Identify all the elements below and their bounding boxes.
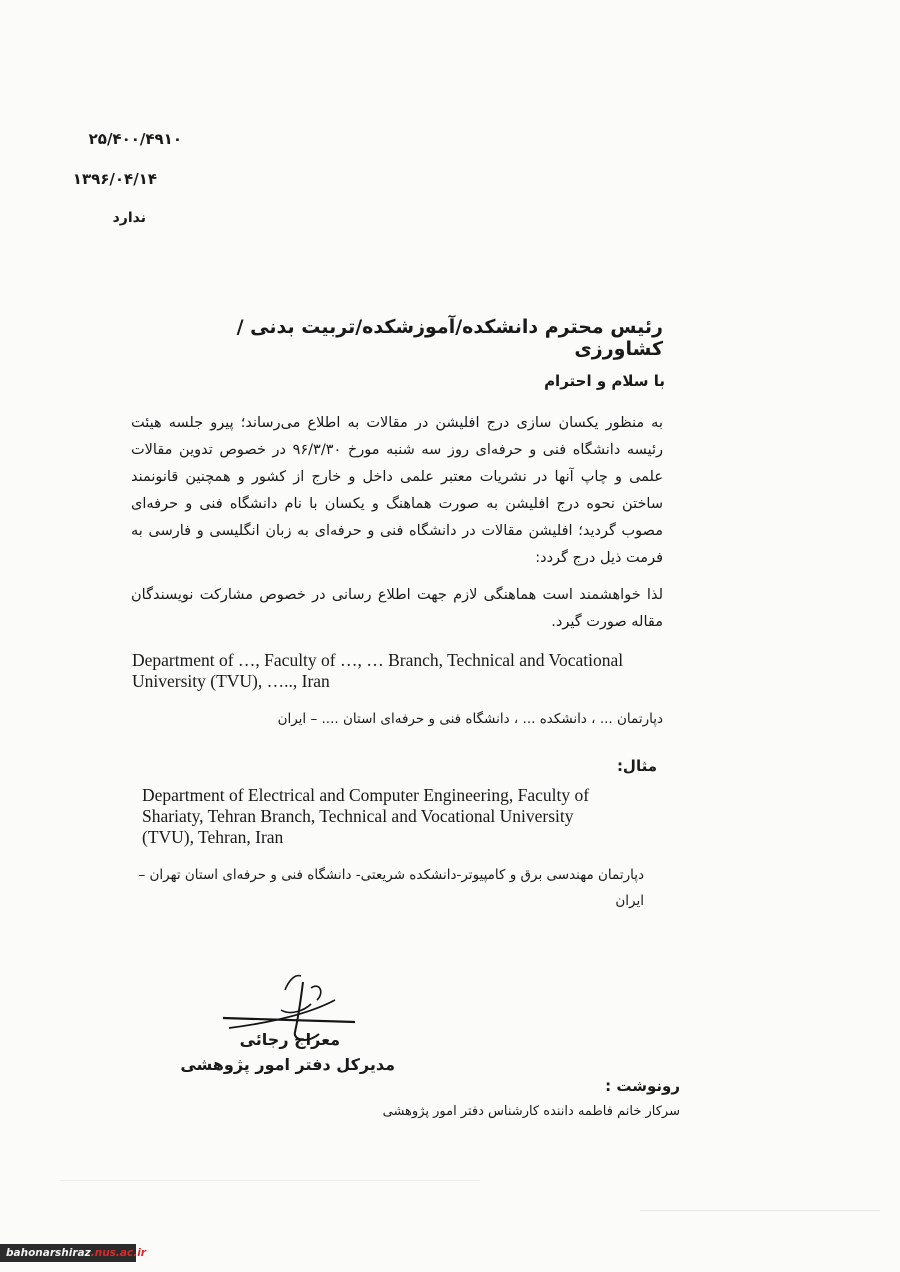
salutation: با سلام و احترام [544, 372, 665, 390]
letter-attachment: ندارد [112, 210, 146, 226]
watermark-suffix: .nus.ac.ir [90, 1247, 146, 1259]
letter-title: رئیس محترم دانشکده/آموزشکده/تربیت بدنی /کشاورزی [236, 316, 663, 360]
affiliation-format-en: Department of …, Faculty of …, … Branch, Technical and Vocational University (TVU), ….., Iran [132, 650, 624, 691]
body-paragraph-2: لذا خواهشمند است هماهنگی لازم جهت اطلاع رسانی در خصوص مشارکت نویسندگان مقاله صورت گیرد. [131, 587, 663, 630]
letter-date: ۱۳۹۶/۰۴/۱۴ [72, 170, 157, 188]
watermark-prefix: bahonarshiraz [6, 1247, 91, 1259]
example-affiliation-fa: دپارتمان مهندسی برق و کامپیوتر-دانشکده شریعتی- دانشگاه فنی و حرفه‌ای استان تهران – ایران [138, 867, 644, 909]
scan-artifact [60, 1180, 480, 1181]
cc-label: رونوشت : [605, 1077, 680, 1095]
scan-artifact [640, 1210, 880, 1211]
letter-number: ۲۵/۴۰۰/۴۹۱۰ [88, 130, 182, 148]
cc-recipient: سرکار خانم فاطمه داننده کارشناس دفتر امور پژوهشی [382, 1104, 680, 1119]
site-watermark-badge [0, 1244, 146, 1262]
signatory-role: مدیرکل دفتر امور پژوهشی [180, 1055, 395, 1074]
affiliation-format-fa: دپارتمان ... ، دانشکده ... ، دانشگاه فنی و حرفه‌ای استان .... – ایران [277, 711, 663, 727]
signatory-name: معراج رجائی [239, 1030, 340, 1049]
example-label: مثال: [616, 757, 657, 775]
body-paragraph-1: به منظور یکسان سازی درج افلیشن در مقالات به اطلاع می‌رساند؛ پیرو جلسه هیئت رئیسه دانشگاه فنی و حرفه‌ای روز سه شنبه مورخ ۹۶/۳/۳۰ در خصوص تدوین مقالات علمی و چاپ آنها در نشریات معتبر علمی داخل و خارج از کشور و همچنین قانونمند ساختن نحوه درج افلیشن به صورت هماهنگ و یکسان با نام دانشگاه فنی و حرفه‌ای مصوب گردید؛ افلیشن مقالات در دانشگاه فنی و حرفه‌ای به زبان انگلیسی و فارسی به فرمت ذیل درج گردد: [131, 415, 663, 566]
example-affiliation-en: Department of Electrical and Computer Engineering, Faculty of Shariaty, Tehran Branch, Technical and Vocational University (TVU), Tehran, Iran [142, 785, 590, 847]
